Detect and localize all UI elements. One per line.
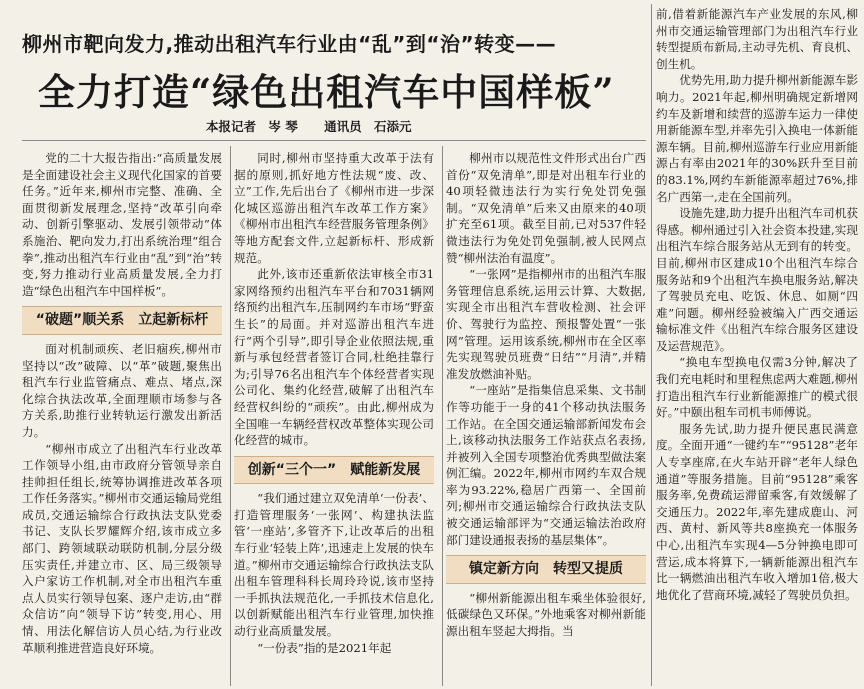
article-byline — [206, 117, 419, 135]
paragraph: “一份表”指的是2021年起 — [257, 640, 392, 655]
paragraph: 柳州市以规范性文件形式出台广西首份“双免清单”,即是对出租车行业的40项轻微违法行为实行免处罚免强制。“双免清单”后来又由原来的40项扩充至61项。截至目前,已对537件轻微违法行为免处罚免强制,被人民网点赞“柳州法治有温度”。 — [446, 151, 646, 265]
correspondent-label: 通讯员 — [324, 119, 362, 134]
article-column-4 — [656, 6, 858, 686]
article-column-3 — [446, 150, 646, 686]
paragraph: 同时,柳州市坚持重大改革于法有据的原则,抓好地方性法规“废、改、立”工作,先后出台了《柳州市进一步深化城区巡游出租汽车改革工作方案》《柳州市出租汽车经营服务管理条例》等地方配套文件,立起新标杆、形成新规范。 — [234, 151, 434, 265]
paragraph: “柳州市成立了出租汽车行业改革工作领导小组,由市政府分管领导亲自挂帅担任组长,统筹协调推进改革各项工作任务落实。”柳州市交通运输局党组成员,交通运输综合行政执法支队党委书记、支队长罗耀辉介绍,该市成立多部门、跨领域联动联防机制,分层分级压实责任,并建立市、区、局三级领导入户家访工作机制,对全市出租汽车重点人员实行领导包案、逐户走访,由“群众信访”向“领导下访”转变,用心、用情、用法化解信访人员心结,为行业改革顺利推进营造良好环境。 — [22, 441, 222, 655]
headline-rule — [22, 140, 646, 141]
article-headline: 全力打造“绿色出租汽车中国样板” — [38, 70, 615, 114]
paragraph: “一张网”是指柳州市的出租汽车服务管理信息系统,运用云计算、大数据,实现全市出租汽车营收检测、社会评价、驾驶行为监控、预报警处置“一张网”管理。运用该系统,柳州市在全区率先实现驾驶员班费“日结”“月清”,并精准发放燃油补贴。 — [446, 267, 646, 381]
paragraph: 此外,该市还重新依法审核全市31家网络预约出租汽车平台和7031辆网络预约出租汽车,压制网约车市场“野蛮生长”的局面。并对巡游出租汽车进行“两个引导”,即引导企业依照法规,重新与承包经营者签订合同,杜绝挂靠行为;引导76名出租汽车个体经营者实现公司化、集约化经营,破解了出租汽车经营权纠纷的“顽疾”。由此,柳州成为全国唯一车辆经营权改革整体实现公司化经营的城市。 — [234, 267, 434, 448]
article-column-2 — [234, 150, 434, 686]
paragraph: “柳州新能源出租车乘坐体验很好,低碳绿色又环保。”外地乘客对柳州新能源出租车竖起大拇指。当 — [446, 590, 646, 639]
paragraph: 前,借着新能源汽车产业发展的东风,柳州市交通运输管理部门为出租汽车行业转型提质布新局,主动寻先机、育良机、创生机。 — [656, 7, 858, 71]
paragraph: 服务先试,助力提升便民惠民满意度。全面开通“一键约车”“95128”老年人专享座席,在火车站开辟“老年人绿色通道”等服务措施。目前“95128”乘客服务率,免费疏运滞留乘客,有效缓解了交通压力。2022年,率先建成鹿山、河西、黄村、新风等共8座换充一体服务中心,出租汽车实现4—5分钟换电即可营运,成本将算下,一辆新能源出租汽车比一辆燃油出租汽车收入增加1倍,极大地优化了营商环境,减轻了驾驶员负担。 — [656, 421, 858, 602]
reporter-name: 岑 琴 — [268, 119, 298, 134]
article-column-1 — [22, 150, 222, 686]
column-divider — [651, 4, 652, 686]
column-divider — [230, 146, 231, 686]
section-subhead: 创新“三个一” 赋能新发展 — [234, 456, 434, 485]
paragraph: 设施先建,助力提升出租汽车司机获得感。柳州通过引入社会资本投建,实现出租汽车综合服务站从无到有的转变。目前,柳州市区建成10个出租汽车综合服务站和9个出租汽车换电服务站,解决了驾驶员充电、吃饭、休息、如厕“四难”问题。柳州经验被编入广西交通运输标准文件《出租汽车综合服务区建设及运营规范》。 — [656, 206, 858, 353]
paragraph: “换电车型换电仅需3分钟,解决了我们充电耗时和里程焦虑两大难题,柳州打造出租汽车行业新能源推广的模式很好。”中颐出租车司机韦师傅说。 — [656, 355, 858, 420]
paragraph: 党的二十大报告指出:“高质量发展是全面建设社会主义现代化国家的首要任务。”近年来,柳州市完整、准确、全面贯彻新发展理念,坚持“改革引向牵动、创新引擎驱动、发展引领带动”体系施治、靶向发力,打出系统治理“组合拳”,推动出租汽车行业由“乱”到“治”转变,努力推动行业高质量发展,全力打造“绿色出租汽车中国样板”。 — [22, 151, 222, 298]
paragraph: “我们通过建立双免清单‘一份表’、打造管理服务‘一张网’、构建执法监管‘一座站’,多管齐下,让改革后的出租车行业‘轻装上阵’,迅速走上发展的快车道。”柳州市交通运输综合行政执法支队出租车管理科科长周玲玲说,该市坚持一手抓执法规范化,一手抓技术信息化,以创新赋能出租汽车行业管理,加快推动行业高质量发展。 — [234, 491, 434, 639]
section-subhead: 镇定新方向 转型又提质 — [446, 555, 646, 584]
section-subhead: “破题”顺关系 立起新标杆 — [22, 306, 222, 335]
column-divider — [442, 146, 443, 686]
paragraph: 面对机制顽疾、老旧痼疾,柳州市坚持以“改”破障、以“革”破题,聚焦出租汽车行业监管痛点、难点、堵点,深化综合执法改革,全面理顺市场参与各方关系,助推行业转轨运行激发出新活力。 — [22, 341, 222, 439]
paragraph: “一座站”是指集信息采集、文书制作等功能于一身的41个移动执法服务工作站。在全国交通运输部新闻发布会上,该移动执法服务工作站获点名表扬,并被列入全国专项整治优秀典型做法案例汇编。2022年,柳州市网约车双合规率为93.22%,稳居广西第一、全国前列;柳州市交通运输综合行政执法支队被交通运输部评为“交通运输法治政府部门建设通报表扬的基层集体”。 — [446, 383, 646, 547]
reporter-label: 本报记者 — [206, 119, 257, 134]
paragraph: 优势先用,助力提升柳州新能源车影响力。2021年起,柳州明确规定新增网约车及新增和续营的巡游车运力一律使用新能源车型,并率先引入换电一体新能源车辆。目前,柳州巡游车行业应用新能源占有率由2021年的30%跃升至目前的83.1%,网约车新能源率超过76%,排名广西第一,走在全国前列。 — [656, 73, 858, 204]
article-kicker: 柳州市靶向发力,推动出租汽车行业由“乱”到“治”转变—— — [22, 32, 557, 56]
correspondent-name: 石添元 — [373, 119, 412, 134]
